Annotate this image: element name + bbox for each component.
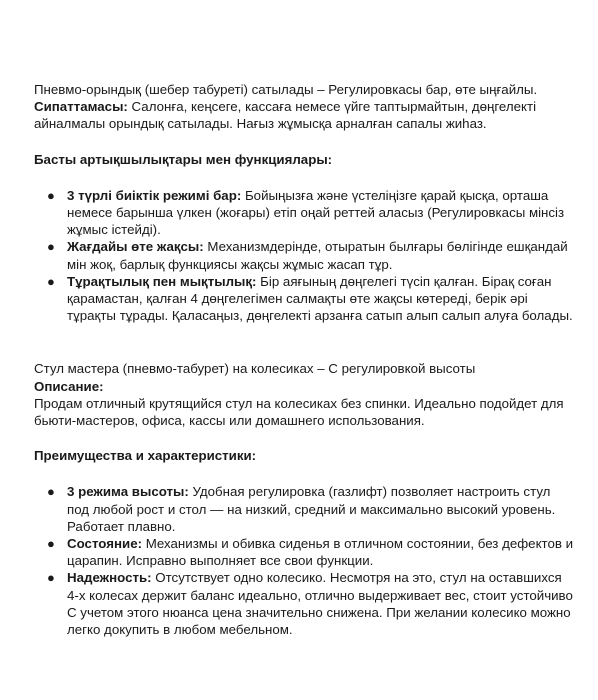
- kk-description-label: Сипаттамасы:: [34, 99, 128, 115]
- ru-feature-text: Отсутствует одно колесико. Несмотря на это, стул на оставшихся 4-х колесах держит баланс идеально, отлично выдерживает вес, стоит устойчиво С учетом этого нюанса цена значительно снижена. При желании колесико можно легко докупить в любом мебельном.: [67, 570, 573, 638]
- ru-features-title-text: Преимущества и характеристики:: [34, 448, 257, 464]
- ru-feature-item: [47, 569, 574, 638]
- kk-feature-item: [47, 238, 574, 272]
- ru-feature-label: Состояние:: [67, 536, 143, 552]
- kk-heading: Пневмо-орындық (шебер табуреті) сатылады – Регулировкасы бар, өте ыңғайлы.: [34, 82, 538, 97]
- ru-feature-text: Механизмы и обивка сиденья в отличном состоянии, без дефектов и царапин. Исправно выполняет все свои функции.: [67, 536, 574, 569]
- bullet-icon: ●: [47, 484, 55, 500]
- spacer: [34, 168, 574, 187]
- bullet-icon: ●: [47, 570, 55, 586]
- kk-feature-text: Бойыңызға және үстеліңізге қарай қысқа, орташа немесе барынша үлкен (жоғары) етіп оңай реттей аласыз (Регулировкасы мінсіз жұмыс істейді).: [67, 187, 565, 238]
- kk-feature-item: [47, 273, 574, 325]
- ru-features-title: [34, 447, 574, 464]
- kk-features-title: [34, 151, 574, 168]
- ru-heading: Стул мастера (пневмо-табурет) на колесиках – С регулировкой высоты: [34, 361, 476, 377]
- ru-features-list: [34, 483, 574, 638]
- ru-description-text: Продам отличный крутящийся стул на колесиках без спинки. Идеально подойдет для бьюти-мастеров, офиса, кассы или домашнего использования.: [34, 395, 564, 429]
- spacer: [34, 324, 574, 360]
- spacer: [34, 133, 574, 151]
- kk-features-list: [34, 187, 574, 325]
- ru-feature-item: [47, 483, 574, 535]
- spacer: [34, 429, 574, 447]
- ru-feature-text: Удобная регулировка (газлифт) позволяет настроить стул под любой рост и стол — на низкий, средний и максимально высокий уровень. Работает плавно.: [67, 484, 556, 534]
- kk-feature-label: Тұрақтылық пен мықтылық:: [67, 273, 257, 289]
- kk-feature-text: Механизмдерінде, отыратын былғары бөлігінде ешқандай мін жоқ, барлық функциясы жақсы жұмыс жасап тұр.: [67, 239, 568, 272]
- ru-description-label-text: Описание:: [34, 378, 104, 394]
- bullet-icon: ●: [47, 273, 55, 289]
- ru-feature-label: Надежность:: [67, 570, 152, 586]
- ru-description-label: [34, 378, 574, 395]
- listing-text: [34, 81, 574, 638]
- kk-feature-label: Жағдайы өте жақсы:: [67, 239, 204, 255]
- bullet-icon: ●: [47, 536, 55, 552]
- ru-feature-item: [47, 535, 574, 569]
- ru-feature-label: 3 режима высоты:: [67, 484, 189, 500]
- kk-feature-item: [47, 187, 574, 239]
- spacer: [34, 464, 574, 483]
- kk-feature-label: 3 түрлі биіктік режимі бар:: [67, 187, 242, 203]
- bullet-icon: ●: [47, 239, 55, 255]
- bullet-icon: ●: [47, 187, 55, 203]
- kk-description: [34, 98, 574, 132]
- kk-feature-text: Бір аяғының дөңгелегі түсіп қалған. Бірақ соған қарамастан, қалған 4 дөңгелегімен салмақты өте жақсы көтереді, берік әрі тұрақты тұрады. Қаласаңыз, дөңгелекті арзанға сатып алып салып алуға болады.: [67, 273, 573, 324]
- kk-description-text: Салонға, кеңсеге, кассаға немесе үйге таптырмайтын, дөңгелекті айналмалы орындық сатылады. Нағыз жұмысқа арналған сапалы жиһаз.: [34, 99, 537, 132]
- kk-features-title-text: Басты артықшылықтары мен функциялары:: [34, 151, 333, 167]
